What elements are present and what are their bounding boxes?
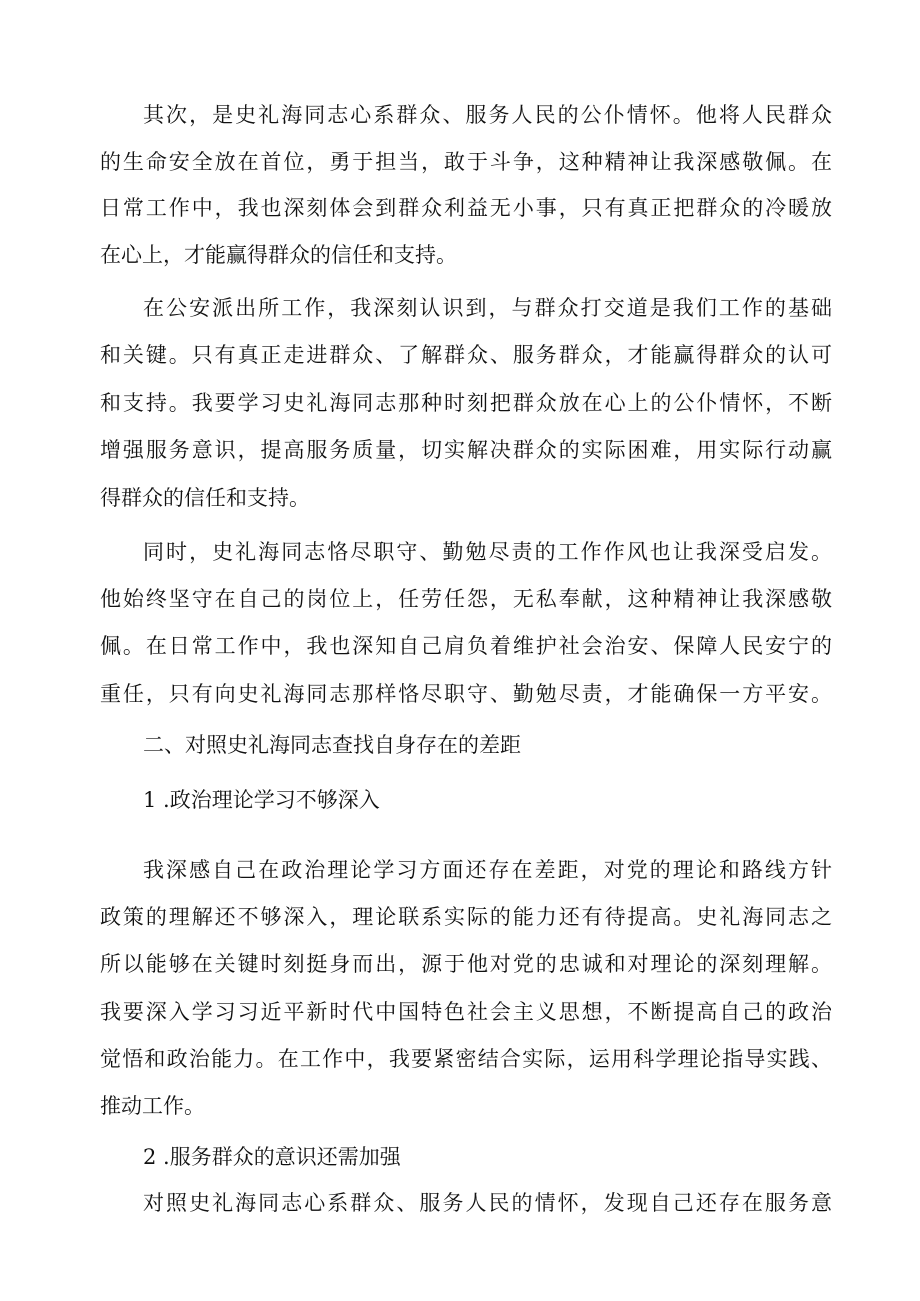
paragraph-4-line-6: 推动工作。 <box>100 1094 205 1118</box>
subheading-2: 2 .服务群众的意识还需加强 <box>143 1145 401 1169</box>
paragraph-2-line-3: 和支持。我要学习史礼海同志那种时刻把群众放在心上的公仆情怀，不断 <box>100 391 832 415</box>
paragraph-2-line-2: 和关键。只有真正走进群众、了解群众、服务群众，才能赢得群众的认可 <box>100 343 832 367</box>
paragraph-3-line-1: 同时，史礼海同志恪尽职守、勤勉尽责的工作作风也让我深受启发。 <box>143 540 832 564</box>
paragraph-4-line-4: 我要深入学习习近平新时代中国特色社会主义思想，不断提高自己的政治 <box>100 1000 832 1024</box>
paragraph-1-line-2: 的生命安全放在首位，勇于担当，敢于斗争，这种精神让我深感敬佩。在 <box>100 150 832 174</box>
paragraph-3-line-4: 重任，只有向史礼海同志那样恪尽职守、勤勉尽责，才能确保一方平安。 <box>100 682 832 706</box>
paragraph-4-line-2: 政策的理解还不够深入，理论联系实际的能力还有待提高。史礼海同志之 <box>100 905 832 929</box>
paragraph-2-line-5: 得群众的信任和支持。 <box>100 486 310 510</box>
paragraph-2-line-1: 在公安派出所工作，我深刻认识到，与群众打交道是我们工作的基础 <box>143 296 832 320</box>
section-heading-2: 二、对照史礼海同志查找自身存在的差距 <box>143 733 521 757</box>
paragraph-2-line-4: 增强服务意识，提高服务质量，切实解决群众的实际困难，用实际行动赢 <box>100 438 832 462</box>
paragraph-1-line-3: 日常工作中，我也深刻体会到群众利益无小事，只有真正把群众的冷暖放 <box>100 196 832 220</box>
paragraph-4-line-5: 觉悟和政治能力。在工作中，我要紧密结合实际，运用科学理论指导实践、 <box>100 1047 832 1071</box>
paragraph-4-line-3: 所以能够在关键时刻挺身而出，源于他对党的忠诚和对理论的深刻理解。 <box>100 952 832 976</box>
paragraph-3-line-2: 他始终坚守在自己的岗位上，任劳任怨，无私奉献，这种精神让我深感敬 <box>100 587 832 611</box>
subheading-1: 1 .政治理论学习不够深入 <box>143 788 380 812</box>
paragraph-4-line-1: 我深感自己在政治理论学习方面还存在差距，对党的理论和路线方针 <box>143 858 832 882</box>
paragraph-3-line-3: 佩。在日常工作中，我也深知自己肩负着维护社会治安、保障人民安宁的 <box>100 634 832 658</box>
paragraph-1-line-1: 其次，是史礼海同志心系群众、服务人民的公仆情怀。他将人民群众 <box>143 103 832 127</box>
paragraph-5-line-1: 对照史礼海同志心系群众、服务人民的情怀，发现自己还存在服务意 <box>143 1191 832 1215</box>
paragraph-1-line-4: 在心上，才能赢得群众的信任和支持。 <box>100 243 457 267</box>
